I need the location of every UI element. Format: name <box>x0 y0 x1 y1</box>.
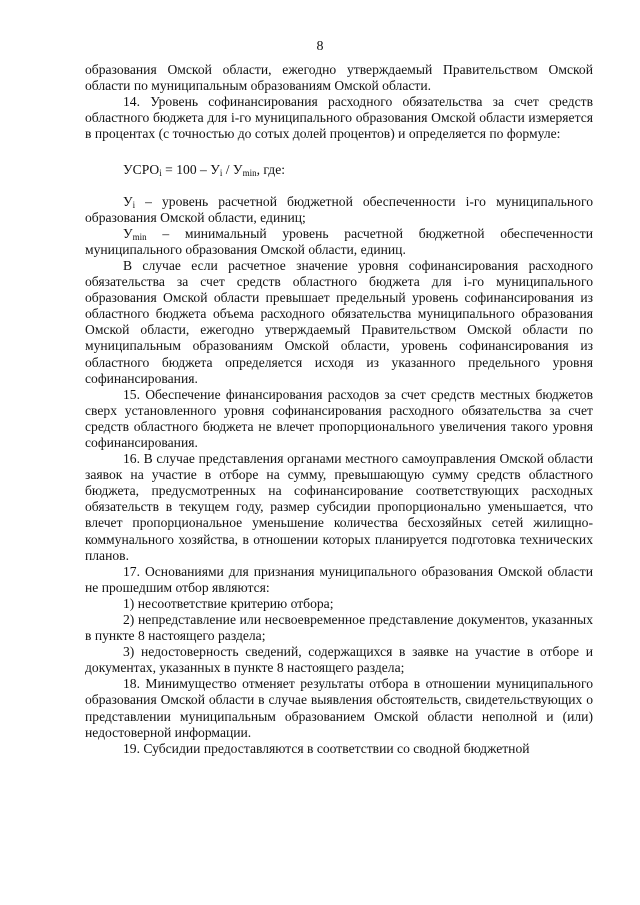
definition-ymin-subscript: min <box>132 231 147 242</box>
list-item-17-2: 2) непредставление или несвоевременное представление документов, указанных в пункте 8 настоящего раздела; <box>85 612 593 644</box>
list-item-17-1: 1) несоответствие критерию отбора; <box>123 595 334 611</box>
definition-ymin-symbol: У <box>123 225 133 241</box>
definition-yi-symbol: У <box>123 193 133 209</box>
continuation-paragraph: образования Омской области, ежегодно утверждаемый Правительством Омской области по муниципальным образованиям Омской области. <box>85 62 593 94</box>
formula-lhs: УСРО <box>123 162 160 178</box>
definition-yi <box>85 194 593 226</box>
page-number: 8 <box>316 39 324 54</box>
definition-yi-text: – уровень расчетной бюджетной обеспеченности i-го муниципального образования Омской области, единиц; <box>85 193 593 225</box>
list-item-17-3: 3) недостоверность сведений, содержащихся в заявке на участие в отборе и документах, указанных в пункте 8 настоящего раздела; <box>85 644 593 676</box>
formula-divider: / У <box>222 162 243 178</box>
paragraph-case: В случае если расчетное значение уровня софинансирования расходного обязательства за счет средств областного бюджета для i-го муниципального образования Омской области превышает предельный уровень софинансирования из областного бюджета объема расходного обязательства муниципального образования Омской области, ежегодно утверждаемый Правительством Омской области по муниципальным образованиям Омской области, уровень софинансирования из областного бюджета определяется исходя из указанного предельного уровня софинансирования. <box>85 257 593 386</box>
paragraph-item-17: 17. Основаниями для признания муниципального образования Омской области не прошедшим отбор являются: <box>85 563 593 595</box>
formula-line <box>85 162 593 178</box>
paragraph-item-14: 14. Уровень софинансирования расходного обязательства за счет средств областного бюджета для i-го муниципального образования Омской области измеряется в процентах (с точностью до сотых долей процентов) и определяется по формуле: <box>85 94 593 142</box>
paragraph-item-18: 18. Минимущество отменяет результаты отбора в отношении муниципального образования Омской области в случае выявления обстоятельств, свидетельствующих о представлении муниципальным образованием Омской области неполной и (или) недостоверной информации. <box>85 676 593 740</box>
document-body <box>85 62 593 757</box>
definition-ymin <box>85 226 593 258</box>
paragraph-item-15: 15. Обеспечение финансирования расходов за счет средств местных бюджетов сверх установленного уровня софинансирования расходного обязательства за счет средств областного бюджета не влечет пропорционального увеличения такого уровня софинансирования. <box>85 386 593 450</box>
formula-lhs-subscript: i <box>159 168 162 179</box>
formula-tail: , где: <box>256 162 285 178</box>
formula-middle-subscript: i <box>219 168 223 179</box>
paragraph-item-19: 19. Субсидии предоставляются в соответствии со сводной бюджетной <box>123 740 530 756</box>
formula-middle: = 100 – У <box>161 162 220 178</box>
formula-min-subscript: min <box>242 168 257 179</box>
paragraph-item-16: 16. В случае представления органами местного самоуправления Омской области заявок на участие в отборе на сумму, превышающую сумму средств областного бюджета, предусмотренных на софинансирование соответствующих расходных обязательств в текущем году, размер субсидии пропорционально уменьшается, что влечет пропорциональное уменьшение количества бесхозяйных сетей жилищно-коммунального хозяйства, в отношении которых планируется подготовка технических планов. <box>85 451 593 563</box>
definition-yi-subscript: i <box>132 199 136 210</box>
definition-ymin-text: – минимальный уровень расчетной бюджетной обеспеченности муниципального образования Омской области, единиц. <box>85 225 593 257</box>
